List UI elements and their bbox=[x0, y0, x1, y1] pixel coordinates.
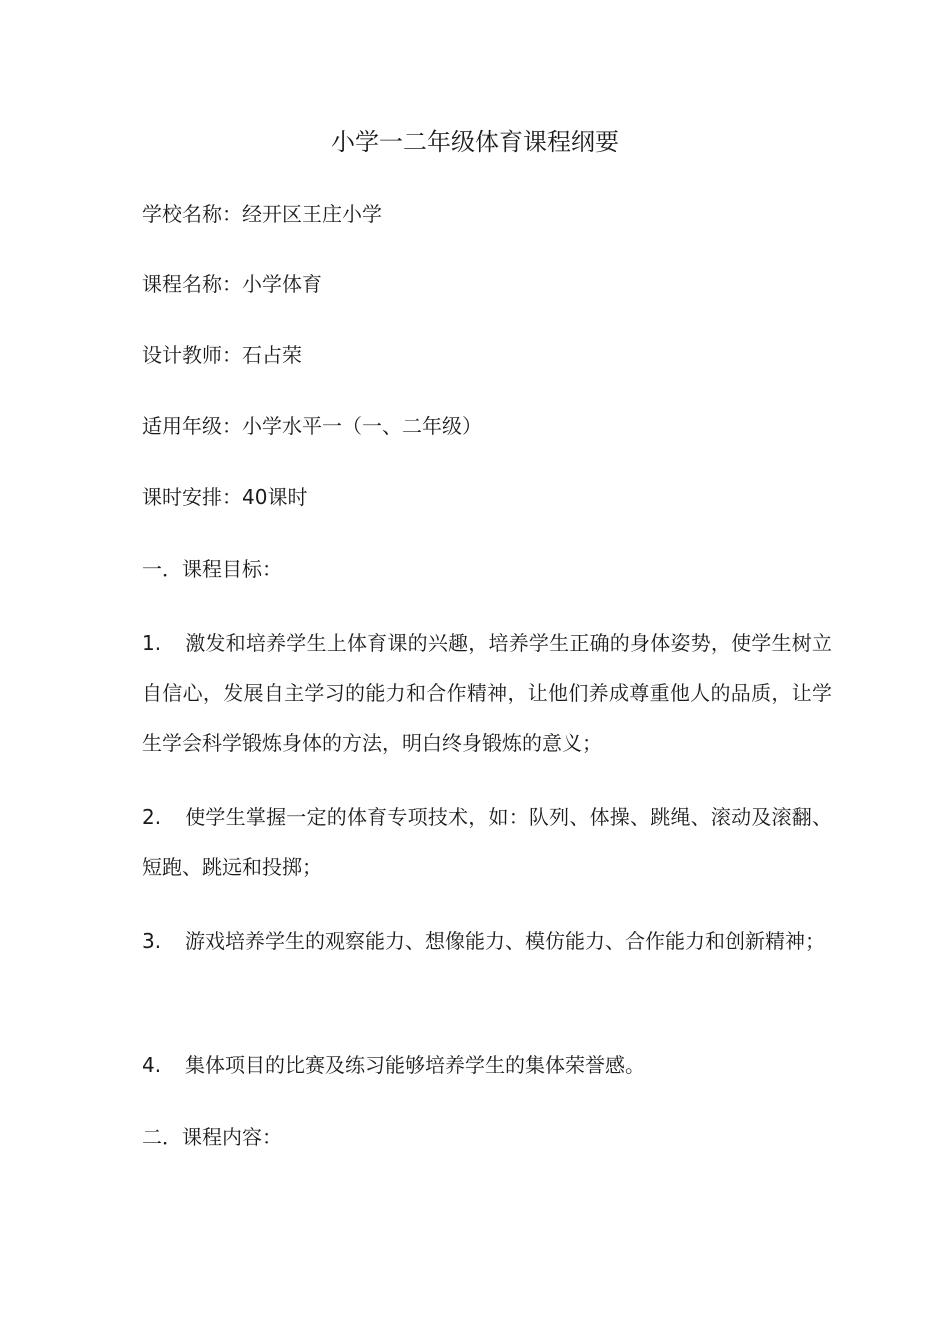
objective-item-2 bbox=[142, 792, 832, 892]
document-title: 小学一二年级体育课程纲要 bbox=[331, 128, 619, 156]
school-name: 学校名称：经开区王庄小学 bbox=[142, 202, 382, 226]
objective-item-3 bbox=[142, 916, 832, 966]
designer-teacher: 设计教师：石占荣 bbox=[142, 343, 302, 367]
item-number: 4. bbox=[142, 1053, 162, 1077]
section-heading-content: 二．课程内容： bbox=[142, 1125, 282, 1149]
item-number: 2. bbox=[142, 805, 162, 829]
applicable-grade: 适用年级：小学水平一（一、二年级） bbox=[142, 414, 482, 438]
item-text: 游戏培养学生的观察能力、想像能力、模仿能力、合作能力和创新精神； bbox=[185, 929, 825, 953]
objective-item-4 bbox=[142, 1040, 832, 1090]
item-number: 3. bbox=[142, 929, 162, 953]
section-heading-objectives: 一．课程目标： bbox=[142, 557, 282, 581]
item-text: 激发和培养学生上体育课的兴趣，培养学生正确的身体姿势，使学生树立自信心，发展自主学习的能力和合作精神，让他们养成尊重他人的品质，让学生学会科学锻炼身体的方法，明白终身锻炼的意义； bbox=[142, 631, 832, 755]
item-number: 1. bbox=[142, 631, 162, 655]
item-text: 使学生掌握一定的体育专项技术，如：队列、体操、跳绳、滚动及滚翻、短跑、跳远和投掷； bbox=[142, 805, 832, 879]
course-name: 课程名称：小学体育 bbox=[142, 272, 322, 296]
objective-item-1 bbox=[142, 618, 832, 768]
class-hours: 课时安排：40课时 bbox=[142, 485, 308, 509]
item-text: 集体项目的比赛及练习能够培养学生的集体荣誉感。 bbox=[185, 1053, 645, 1077]
